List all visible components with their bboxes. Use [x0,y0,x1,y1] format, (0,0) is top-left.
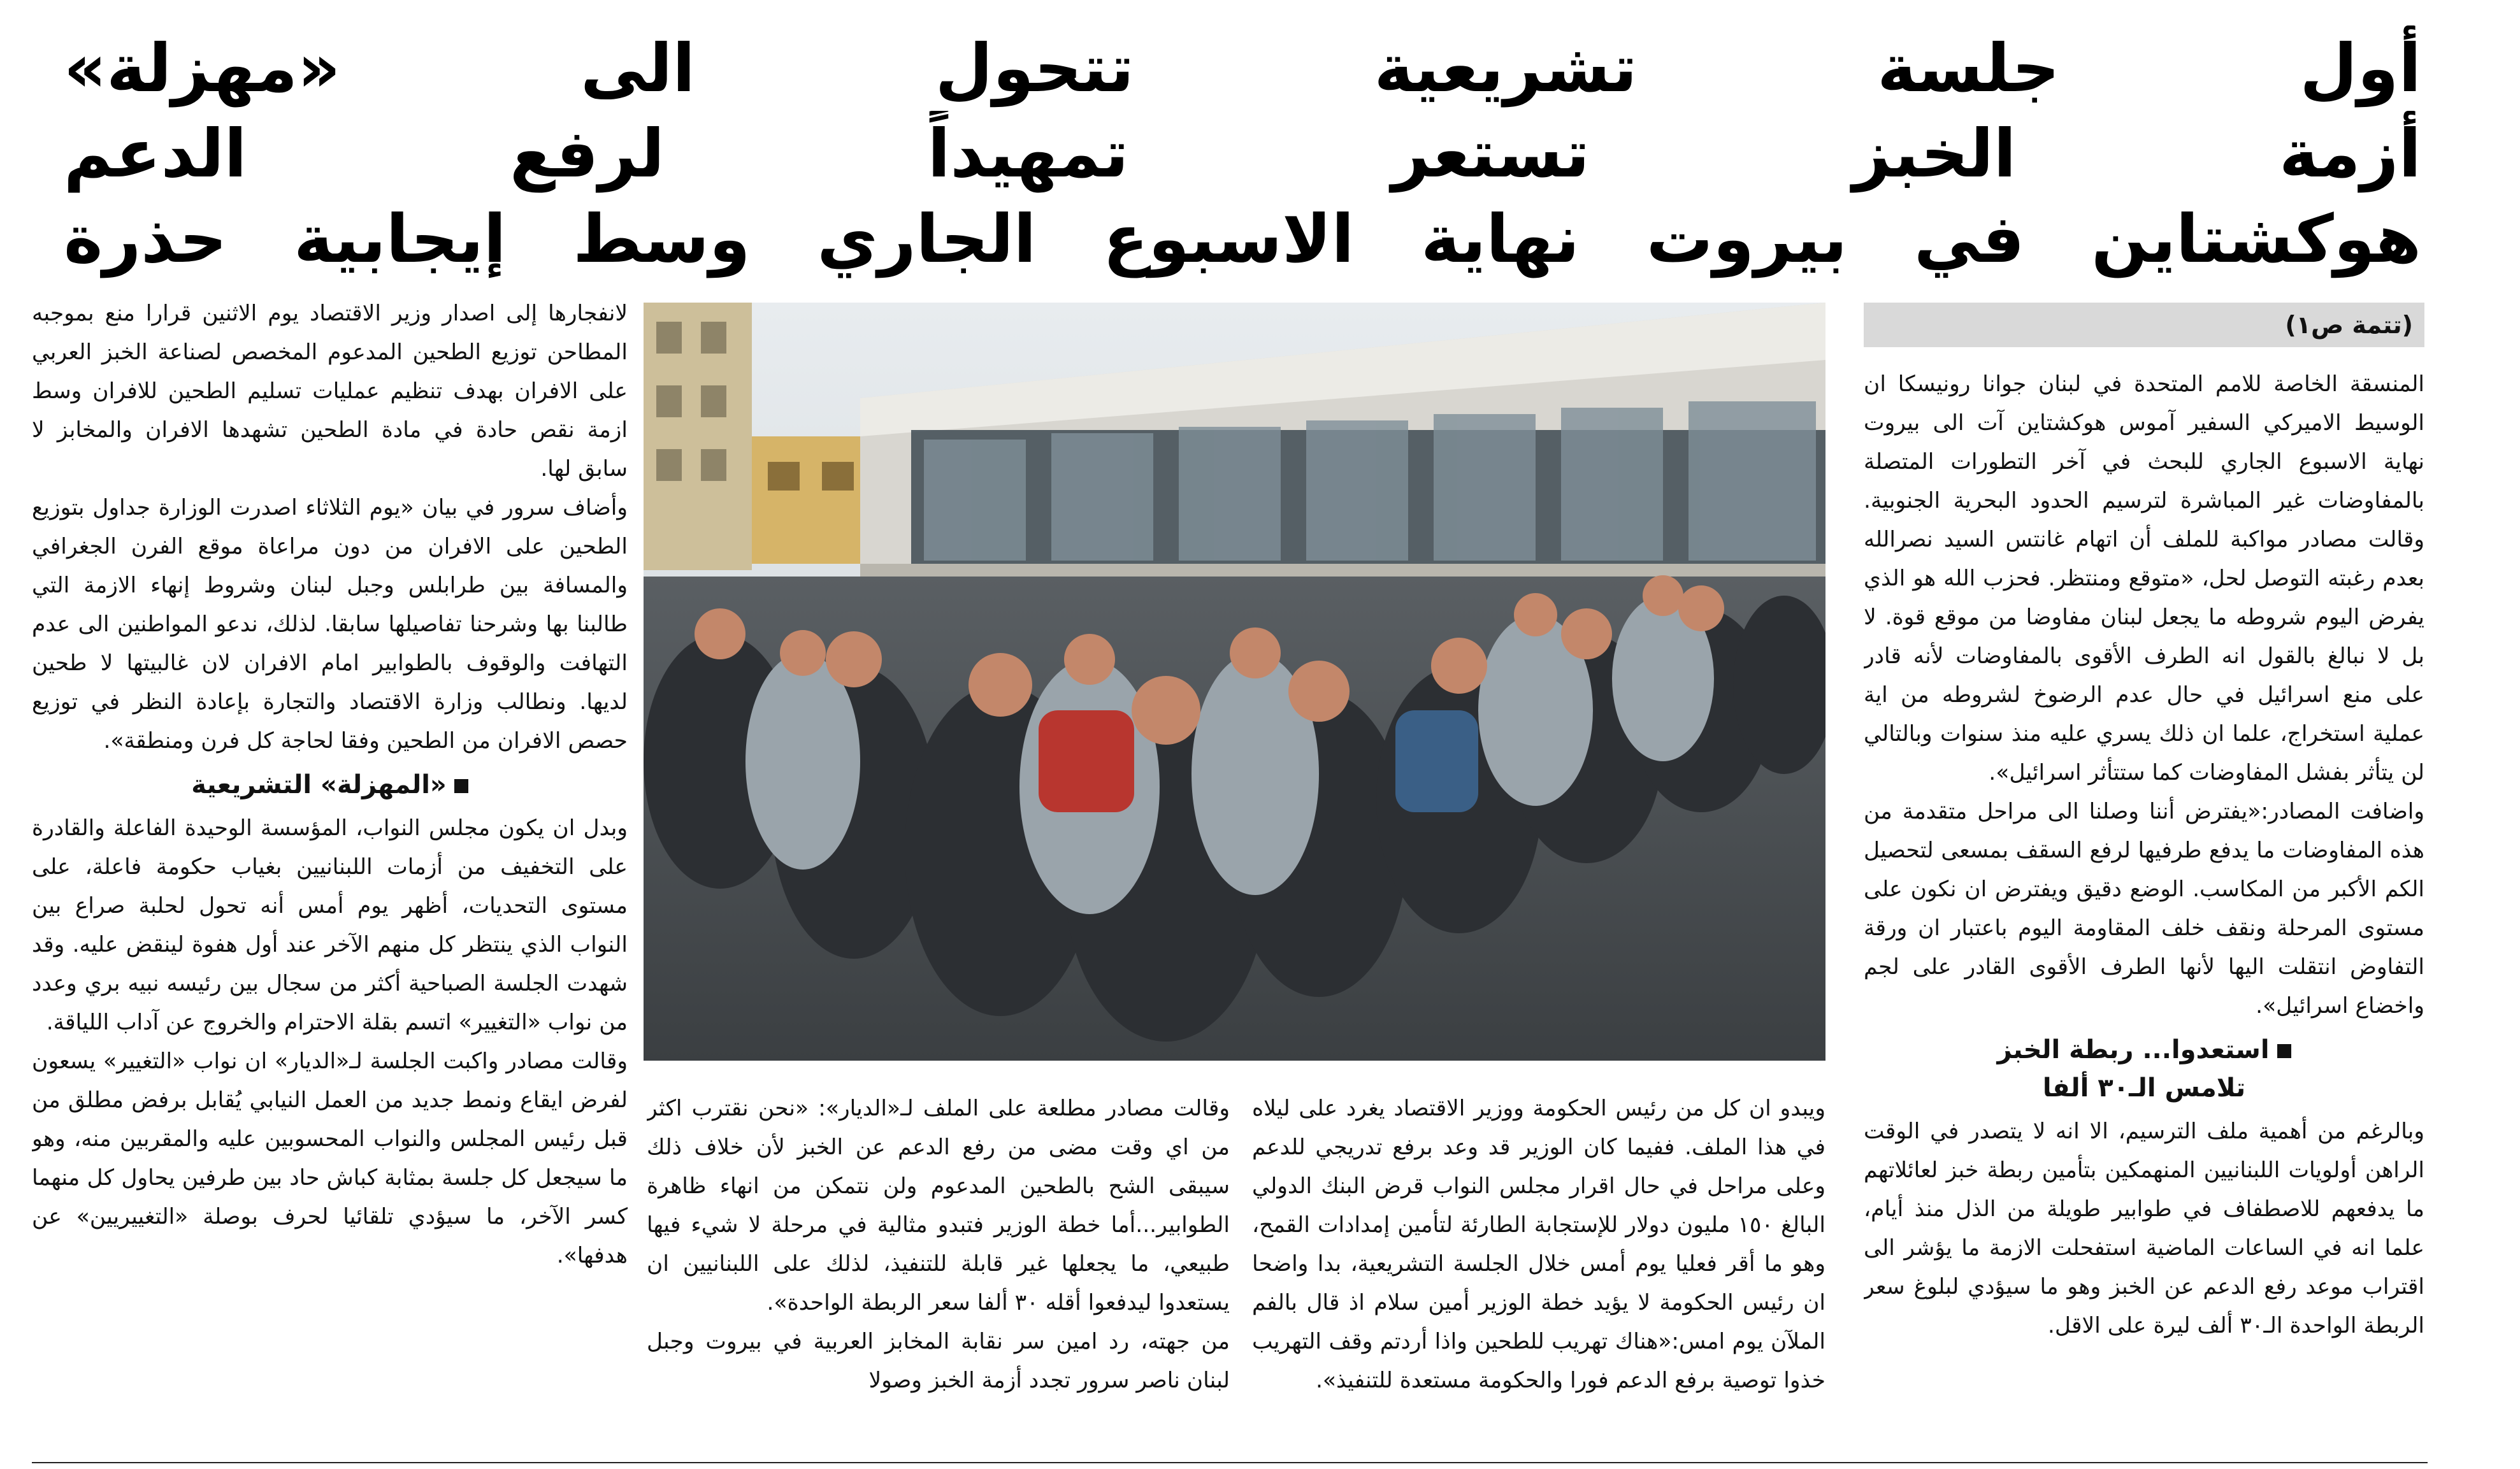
bottom-middle-left-column [647,1089,1230,1465]
left-paragraph-4: وقالت مصادر واكبت الجلسة لـ«الديار» ان نواب «التغيير» يسعون لفرض ايقاع ونمط جديد من العمل النيابي يُقابل برفض مطلق من قبل رئيس المجلس والنواب المحسوبين عليه والمقربين منه، وهو ما سيجعل كل جلسة بمثابة كباش حاد بين طرفين يحاول كل منهما كسر الآخر، ما سيؤدي تلقائيا لحرف بوصلة «التغييريين» عن هدفها». [32,1049,628,1268]
headline-2: أزمة الخبز تستعر تمهيداً لرفع الدعم [64,115,2421,192]
right-subhead [1864,1031,2424,1107]
bottom-middle-right-column [1252,1089,1825,1465]
bakery-queue-photo [644,303,1825,1061]
left-paragraph-3: وبدل ان يكون مجلس النواب، المؤسسة الوحيدة الفاعلة والقادرة على التخفيف من أزمات اللبنانيين بغياب حكومة فاعلة، على مستوى التحديات، أظهر يوم أمس أنه تحول لحلبة صراع بين النواب الذي ينتظر كل منهم الآخر عند أول هفوة لينقض عليه. وقد شهدت الجلسة الصباحية أكثر من سجال بين رئيسه نبيه بري وعدد من نواب «التغيير» اتسم بقلة الاحترام والخروج عن آداب اللياقة. [32,815,628,1035]
left-paragraph-1: لانفجارها إلى اصدار وزير الاقتصاد يوم الاثنين قرارا منع بموجبه المطاحن توزيع الطحين المدعوم المخصص لصناعة الخبز العربي على الافران بهدف تنظيم عمليات تسليم الطحين للافران وسط ازمة نقص حادة في مادة الطحين تشهدها الافران والمخابز لا سابق لها. [32,301,628,482]
left-subhead-text: «المهزلة» التشريعية [191,770,447,799]
left-column [32,294,628,1460]
headline-3: هوكشتاين في بيروت نهاية الاسبوع الجاري وسط إيجابية حذرة [64,200,2421,278]
right-subhead-line-1: استعدوا... ربطة الخبز [1997,1035,2270,1064]
left-subhead [32,766,628,804]
subhead-square-icon [454,779,468,793]
continued-label: (تتمة ص١) [1864,303,2424,347]
right-column [1864,303,2424,1462]
right-subhead-line-2: تلامس الـ٣٠ ألفا [2042,1073,2246,1103]
left-paragraph-2: وأضاف سرور في بيان «يوم الثلاثاء اصدرت الوزارة جداول بتوزيع الطحين على الافران من دون مراعاة موقع الفرن الجغرافي والمسافة بين طرابلس وجبل لبنان وشروط إنهاء الازمة التي طالبنا بها وشرحنا تفاصيلها سابقا. لذلك، ندعو المواطنين الى عدم التهافت والوقوف بالطوابير امام الافران لان غالبيتها لا طحين لديها. ونطالب وزارة الاقتصاد والتجارة بإعادة النظر في توزيع حصص الافران من الطحين وفقا لحاجة كل فرن ومنطقة». [32,495,628,754]
right-paragraph-2: واضافت المصادر:«يفترض أننا وصلنا الى مراحل متقدمة من هذه المفاوضات ما يدفع طرفيها لرفع السقف بمسعى لتحصيل الكم الأكبر من المكاسب. الوضع دقيق ويفترض ان نكون على مستوى المرحلة ونقف خلف المقاومة اليوم باعتبار ان ورقة التفاوض انتقلت اليها لأنها الطرف الأقوى القادر على لجم واخضاع اسرائيل». [1864,799,2424,1019]
middle-left-paragraph-2: من جهته، رد امين سر نقابة المخابز العربية في بيروت وجبل لبنان ناصر سرور تجدد أزمة الخبز وصولا [647,1329,1230,1393]
middle-right-paragraph-1: ويبدو ان كل من رئيس الحكومة ووزير الاقتصاد يغرد على ليلاه في هذا الملف. ففيما كان الوزير قد وعد برفع تدريجي للدعم وعلى مراحل في حال اقرار مجلس النواب قرض البنك الدولي البالغ ١٥٠ مليون دولار للإستجابة الطارئة لتأمين إمدادات القمح، وهو ما أقر فعليا يوم أمس خلال الجلسة التشريعية، بدا واضحا ان رئيس الحكومة لا يؤيد خطة الوزير أمين سلام اذ قال بالفم الملآن يوم امس:«هناك تهريب للطحين واذا أردتم وقف التهريب خذوا توصية برفع الدعم فورا والحكومة مستعدة للتنفيذ». [1252,1096,1825,1393]
right-paragraph-3: وبالرغم من أهمية ملف الترسيم، الا انه لا يتصدر في الوقت الراهن أولويات اللبنانيين المنهمكين بتأمين ربطة خبز لعائلاتهم ما يدفعهم للاصطفاف في طوابير طويلة من الذل منذ أيام، علما انه في الساعات الماضية استفحلت الازمة ما يؤشر الى اقتراب موعد رفع الدعم عن الخبز وهو ما سيؤدي لبلوغ سعر الربطة الواحدة الـ٣٠ ألف ليرة على الاقل. [1864,1119,2424,1338]
subhead-square-icon [2277,1044,2291,1058]
bottom-rule [32,1462,2428,1463]
headline-block [64,25,2421,282]
photo-illustration [644,303,1825,1061]
headline-1: أول جلسة تشريعية تتحول الى «مهزلة» [64,29,2421,107]
right-paragraph-1: المنسقة الخاصة للامم المتحدة في لبنان جوانا رونيسكا ان الوسيط الاميركي السفير آموس هوكشتاين آت الى بيروت نهاية الاسبوع الجاري للبحث في آخر التطورات المتصلة بالمفاوضات غير المباشرة لترسيم الحدود البحرية الجنوبية. وقالت مصادر مواكبة للملف أن اتهام غانتس السيد نصرالله بعدم رغبته التوصل لحل، «متوقع ومنتظر. فحزب الله هو الذي يفرض اليوم شروطه ما يجعل لبنان مفاوضا من موقع قوة. لا بل لا نبالغ بالقول انه الطرف الأقوى بالمفاوضات لأنه قادر على منع اسرائيل في حال عدم الرضوخ لشروطه من اية عملية استخراج، علما ان ذلك يسري عليه منذ سنوات وبالتالي لن يتأثر بفشل المفاوضات كما ستتأثر اسرائيل». [1864,371,2424,785]
middle-left-paragraph-1: وقالت مصادر مطلعة على الملف لـ«الديار»: «نحن نقترب اكثر من اي وقت مضى من رفع الدعم عن الخبز لأن خلاف ذلك سيبقى الشح بالطحين المدعوم ولن نتمكن من انهاء ظاهرة الطوابير...أما خطة الوزير فتبدو مثالية في مرحلة لا شيء فيها طبيعي، ما يجعلها غير قابلة للتنفيذ، لذلك على اللبنانيين ان يستعدوا ليدفعوا أقله ٣٠ ألفا سعر الربطة الواحدة». [647,1096,1230,1315]
